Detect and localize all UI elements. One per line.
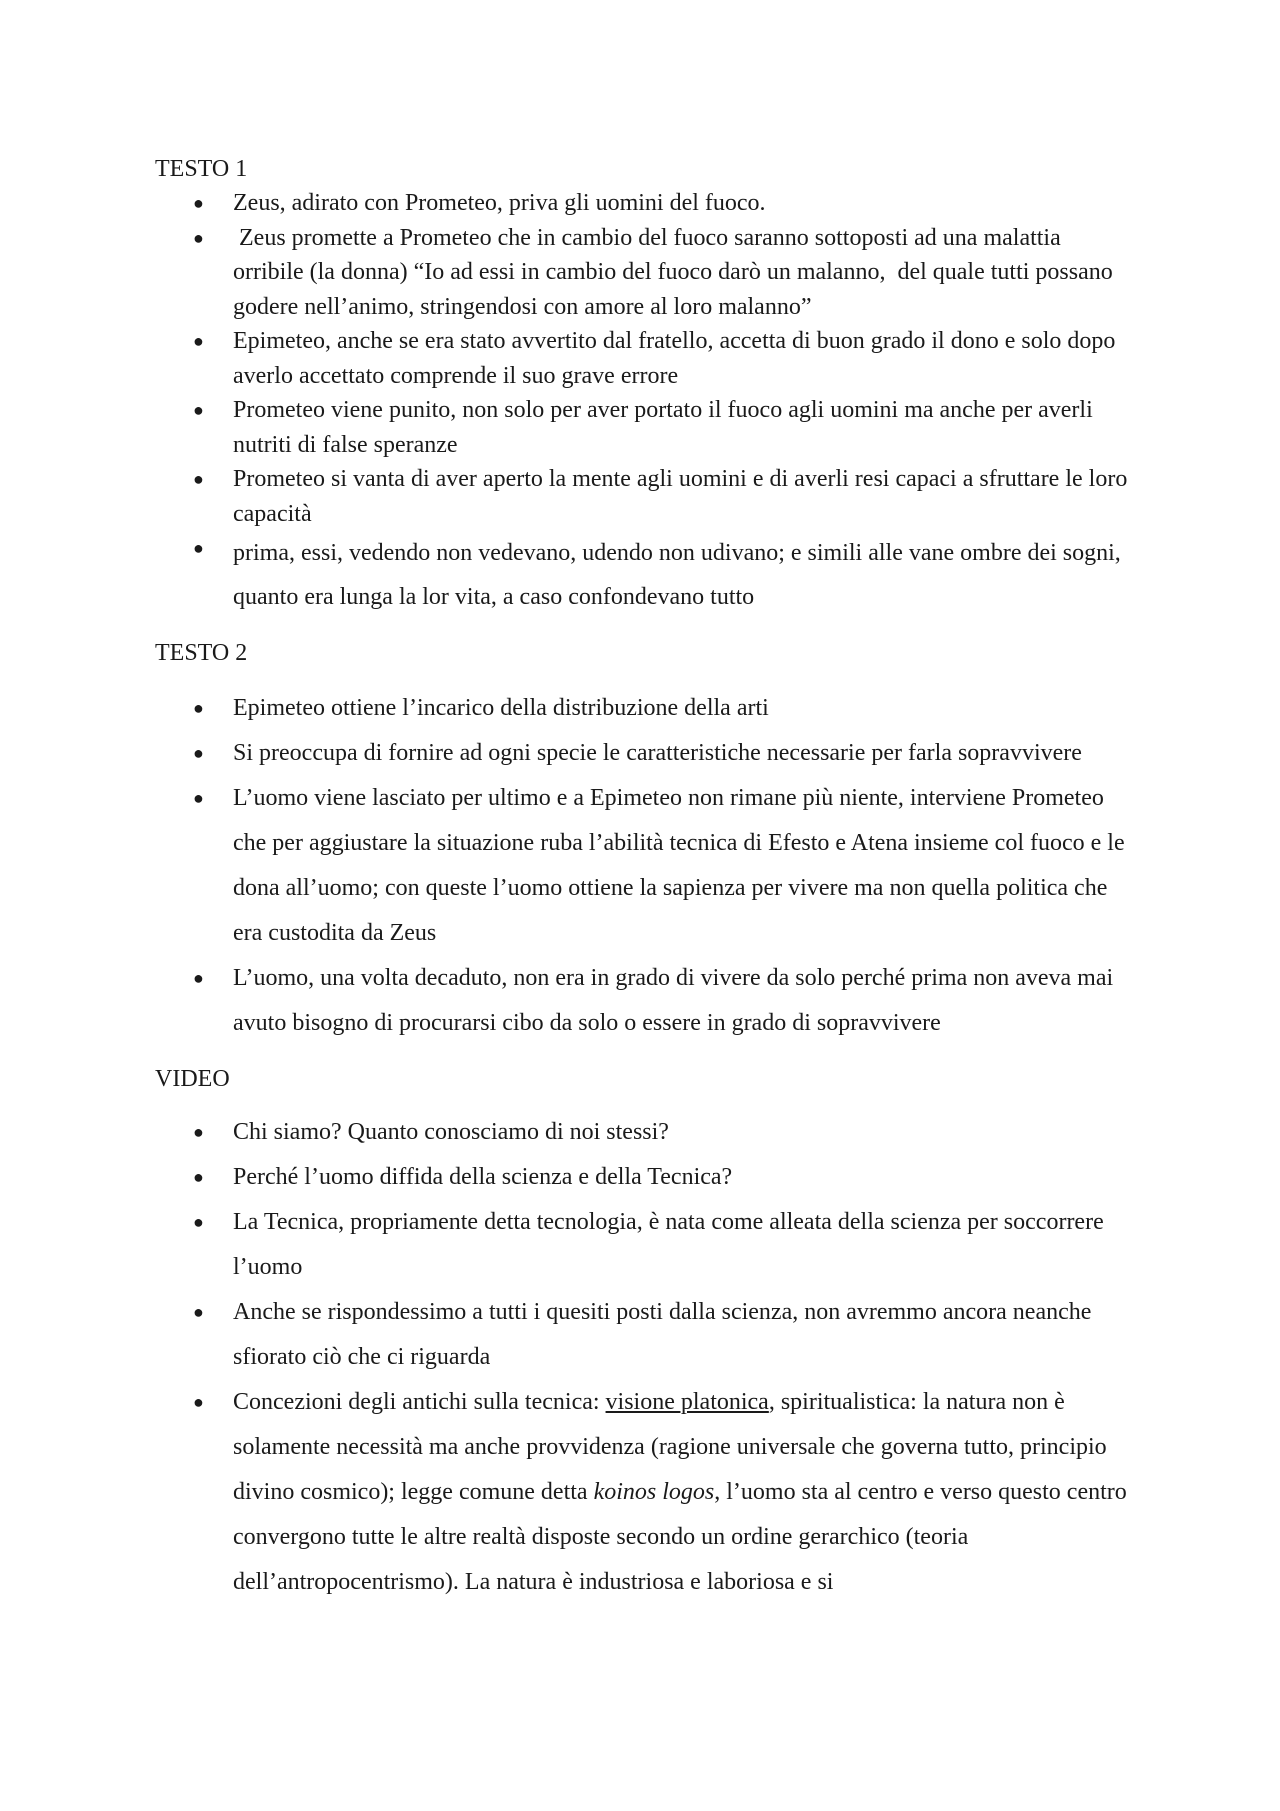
list-item: ● Anche se rispondessimo a tutti i quesiti posti dalla scienza, non avremmo ancora neanche sfiorato ciò che ci riguarda	[155, 1290, 1135, 1380]
list-item: ● Epimeteo, anche se era stato avvertito dal fratello, accetta di buon grado il dono e solo dopo averlo accettato comprende il suo grave errore	[155, 324, 1135, 393]
list-item: ● Zeus, adirato con Prometeo, priva gli uomini del fuoco.	[155, 186, 1135, 221]
list-item: ● L’uomo viene lasciato per ultimo e a Epimeteo non rimane più niente, interviene Prometeo che per aggiustare la situazione ruba l’abilità tecnica di Efesto e Atena insieme col fuoco e le dona all’uomo; con queste l’uomo ottiene la sapienza per vivere ma non quella politica che era custodita da Zeus	[155, 776, 1135, 956]
bullet-icon: ●	[193, 400, 204, 420]
bullet-icon: ●	[193, 193, 204, 213]
bullet-icon: ●	[193, 227, 204, 248]
bullet-icon: ●	[193, 1212, 204, 1232]
bullet-icon: ●	[193, 538, 204, 558]
bullet-icon: ●	[193, 788, 204, 808]
bullet-list-video	[155, 1110, 1135, 1605]
list-item: ● Prometeo viene punito, non solo per aver portato il fuoco agli uomini ma anche per averli nutriti di false speranze	[155, 393, 1135, 462]
bullet-icon: ●	[193, 743, 204, 763]
list-item: ● prima, essi, vedendo non vedevano, udendo non udivano; e simili alle vane ombre dei sogni, quanto era lunga la lor vita, a caso confondevano tutto	[155, 531, 1135, 619]
list-item: ● L’uomo, una volta decaduto, non era in grado di vivere da solo perché prima non aveva mai avuto bisogno di procurarsi cibo da solo o essere in grado di sopravvivere	[155, 956, 1135, 1046]
list-item: ● Prometeo si vanta di aver aperto la mente agli uomini e di averli resi capaci a sfruttare le loro capacità	[155, 462, 1135, 531]
list-item: ● Zeus promette a Prometeo che in cambio del fuoco saranno sottoposti ad una malattia orribile (la donna) “Io ad essi in cambio del fuoco darò un malanno, del quale tutti possano godere nell’animo, stringendosi con amore al loro malanno”	[155, 221, 1135, 325]
list-item: ● Si preoccupa di fornire ad ogni specie le caratteristiche necessarie per farla sopravvivere	[155, 731, 1135, 776]
italic-term: koinos logos	[593, 1479, 715, 1505]
bullet-icon: ●	[193, 331, 204, 351]
bullet-list-testo-2	[155, 686, 1135, 1046]
bullet-icon: ●	[193, 698, 204, 718]
bullet-icon: ●	[193, 1122, 204, 1142]
bullet-icon: ●	[193, 1302, 204, 1322]
list-item: ● Perché l’uomo diffida della scienza e della Tecnica?	[155, 1155, 1135, 1200]
list-item: ● La Tecnica, propriamente detta tecnologia, è nata come alleata della scienza per soccorrere l’uomo	[155, 1200, 1135, 1290]
section-heading-testo-1: TESTO 1	[155, 156, 248, 182]
list-item: ● Chi siamo? Quanto conosciamo di noi stessi?	[155, 1110, 1135, 1155]
bullet-icon: ●	[193, 469, 204, 489]
section-heading-video: VIDEO	[155, 1066, 230, 1092]
document-page	[155, 152, 1135, 1605]
bullet-list-testo-1	[155, 186, 1135, 619]
underlined-term: visione platonica	[605, 1389, 769, 1415]
bullet-icon: ●	[193, 968, 204, 988]
list-item: ● Epimeteo ottiene l’incarico della distribuzione della arti	[155, 686, 1135, 731]
list-item: ● Concezioni degli antichi sulla tecnica: visione platonica, spiritualistica: la natura non è solamente necessità ma anche provvidenza (ragione universale che governa tutto, principio divino cosmico); legge comune detta koinos logos, l’uomo sta al centro e verso questo centro convergono tutte le altre realtà disposte secondo un ordine gerarchico (teoria dell’antropocentrismo). La natura è industriosa e laboriosa e si	[155, 1380, 1135, 1605]
bullet-icon: ●	[193, 1392, 204, 1412]
section-heading-testo-2: TESTO 2	[155, 640, 248, 666]
bullet-icon: ●	[193, 1167, 204, 1187]
